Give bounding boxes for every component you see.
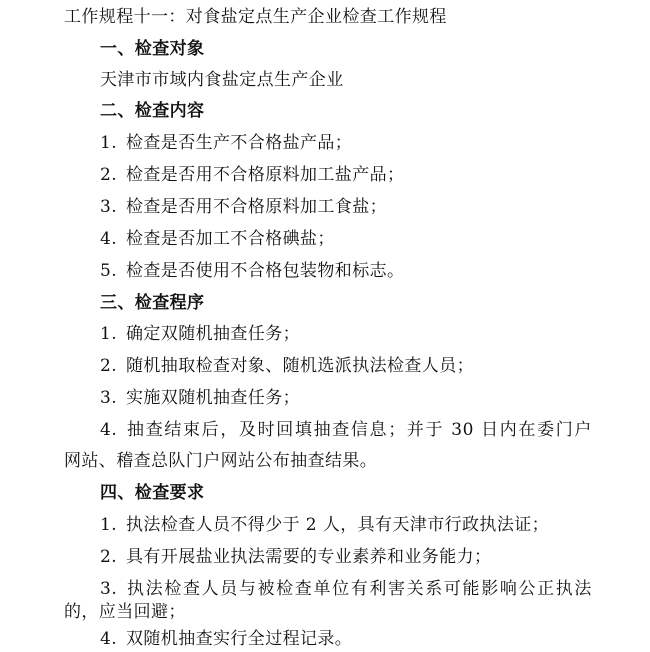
- list-item: [100, 578, 592, 600]
- list-item-number: 3.: [100, 579, 118, 599]
- list-item-number: 1.: [100, 133, 118, 153]
- section-heading-4: 四、检查要求: [100, 483, 205, 503]
- list-item: [100, 323, 300, 345]
- list-item: [100, 196, 387, 218]
- list-item: [100, 260, 404, 282]
- list-item: [100, 546, 491, 568]
- document-title: 工作规程十一：对食盐定点生产企业检查工作规程: [64, 7, 447, 27]
- list-item-number: 4.: [100, 420, 118, 440]
- section-1-paragraph: 天津市市域内食盐定点生产企业: [100, 70, 344, 90]
- list-item-text: 确定双随机抽查任务；: [126, 324, 300, 344]
- list-item-number: 1.: [100, 324, 118, 344]
- list-item-number: 3.: [100, 197, 118, 217]
- list-item-text: 检查是否用不合格原料加工盐产品；: [126, 165, 405, 185]
- list-item-number: 4.: [100, 629, 118, 649]
- list-item-text: 执法检查人员不得少于 2 人，具有天津市行政执法证；: [126, 515, 550, 535]
- list-item-text: 检查是否生产不合格盐产品；: [126, 133, 353, 153]
- list-item-number: 3.: [100, 388, 118, 408]
- list-item-number: 2.: [100, 547, 118, 567]
- list-item-text: 检查是否用不合格原料加工食盐；: [126, 197, 387, 217]
- list-item-text: 具有开展盐业执法需要的专业素养和业务能力；: [126, 547, 492, 567]
- list-item-text: 随机抽取检查对象、随机选派执法检查人员；: [126, 356, 474, 376]
- list-item-text: 抽查结束后，及时回填抽查信息；并于 30 日内在委门户: [126, 420, 592, 440]
- list-item-text: 双随机抽查实行全过程记录。: [126, 629, 353, 649]
- list-item-number: 1.: [100, 515, 118, 535]
- list-item-continuation: 网站、稽查总队门户网站公布抽查结果。: [64, 451, 378, 471]
- list-item: [100, 228, 335, 250]
- list-item: [100, 387, 300, 409]
- list-item: [100, 132, 352, 154]
- list-item-number: 2.: [100, 356, 118, 376]
- list-item: [100, 164, 404, 186]
- list-item-continuation: 的，应当回避；: [64, 602, 186, 622]
- list-item-text: 检查是否加工不合格碘盐；: [126, 229, 335, 249]
- list-item: [100, 419, 592, 441]
- list-item-number: 5.: [100, 261, 118, 281]
- list-item-text: 检查是否使用不合格包装物和标志。: [126, 261, 405, 281]
- list-item-number: 2.: [100, 165, 118, 185]
- section-heading-2: 二、检查内容: [100, 101, 205, 121]
- list-item-number: 4.: [100, 229, 118, 249]
- section-heading-3: 三、检查程序: [100, 293, 205, 313]
- list-item: [100, 628, 352, 650]
- section-heading-1: 一、检查对象: [100, 39, 205, 59]
- list-item: [100, 514, 549, 536]
- list-item-text: 执法检查人员与被检查单位有利害关系可能影响公正执法: [126, 579, 592, 599]
- list-item-text: 实施双随机抽查任务；: [126, 388, 300, 408]
- list-item: [100, 355, 474, 377]
